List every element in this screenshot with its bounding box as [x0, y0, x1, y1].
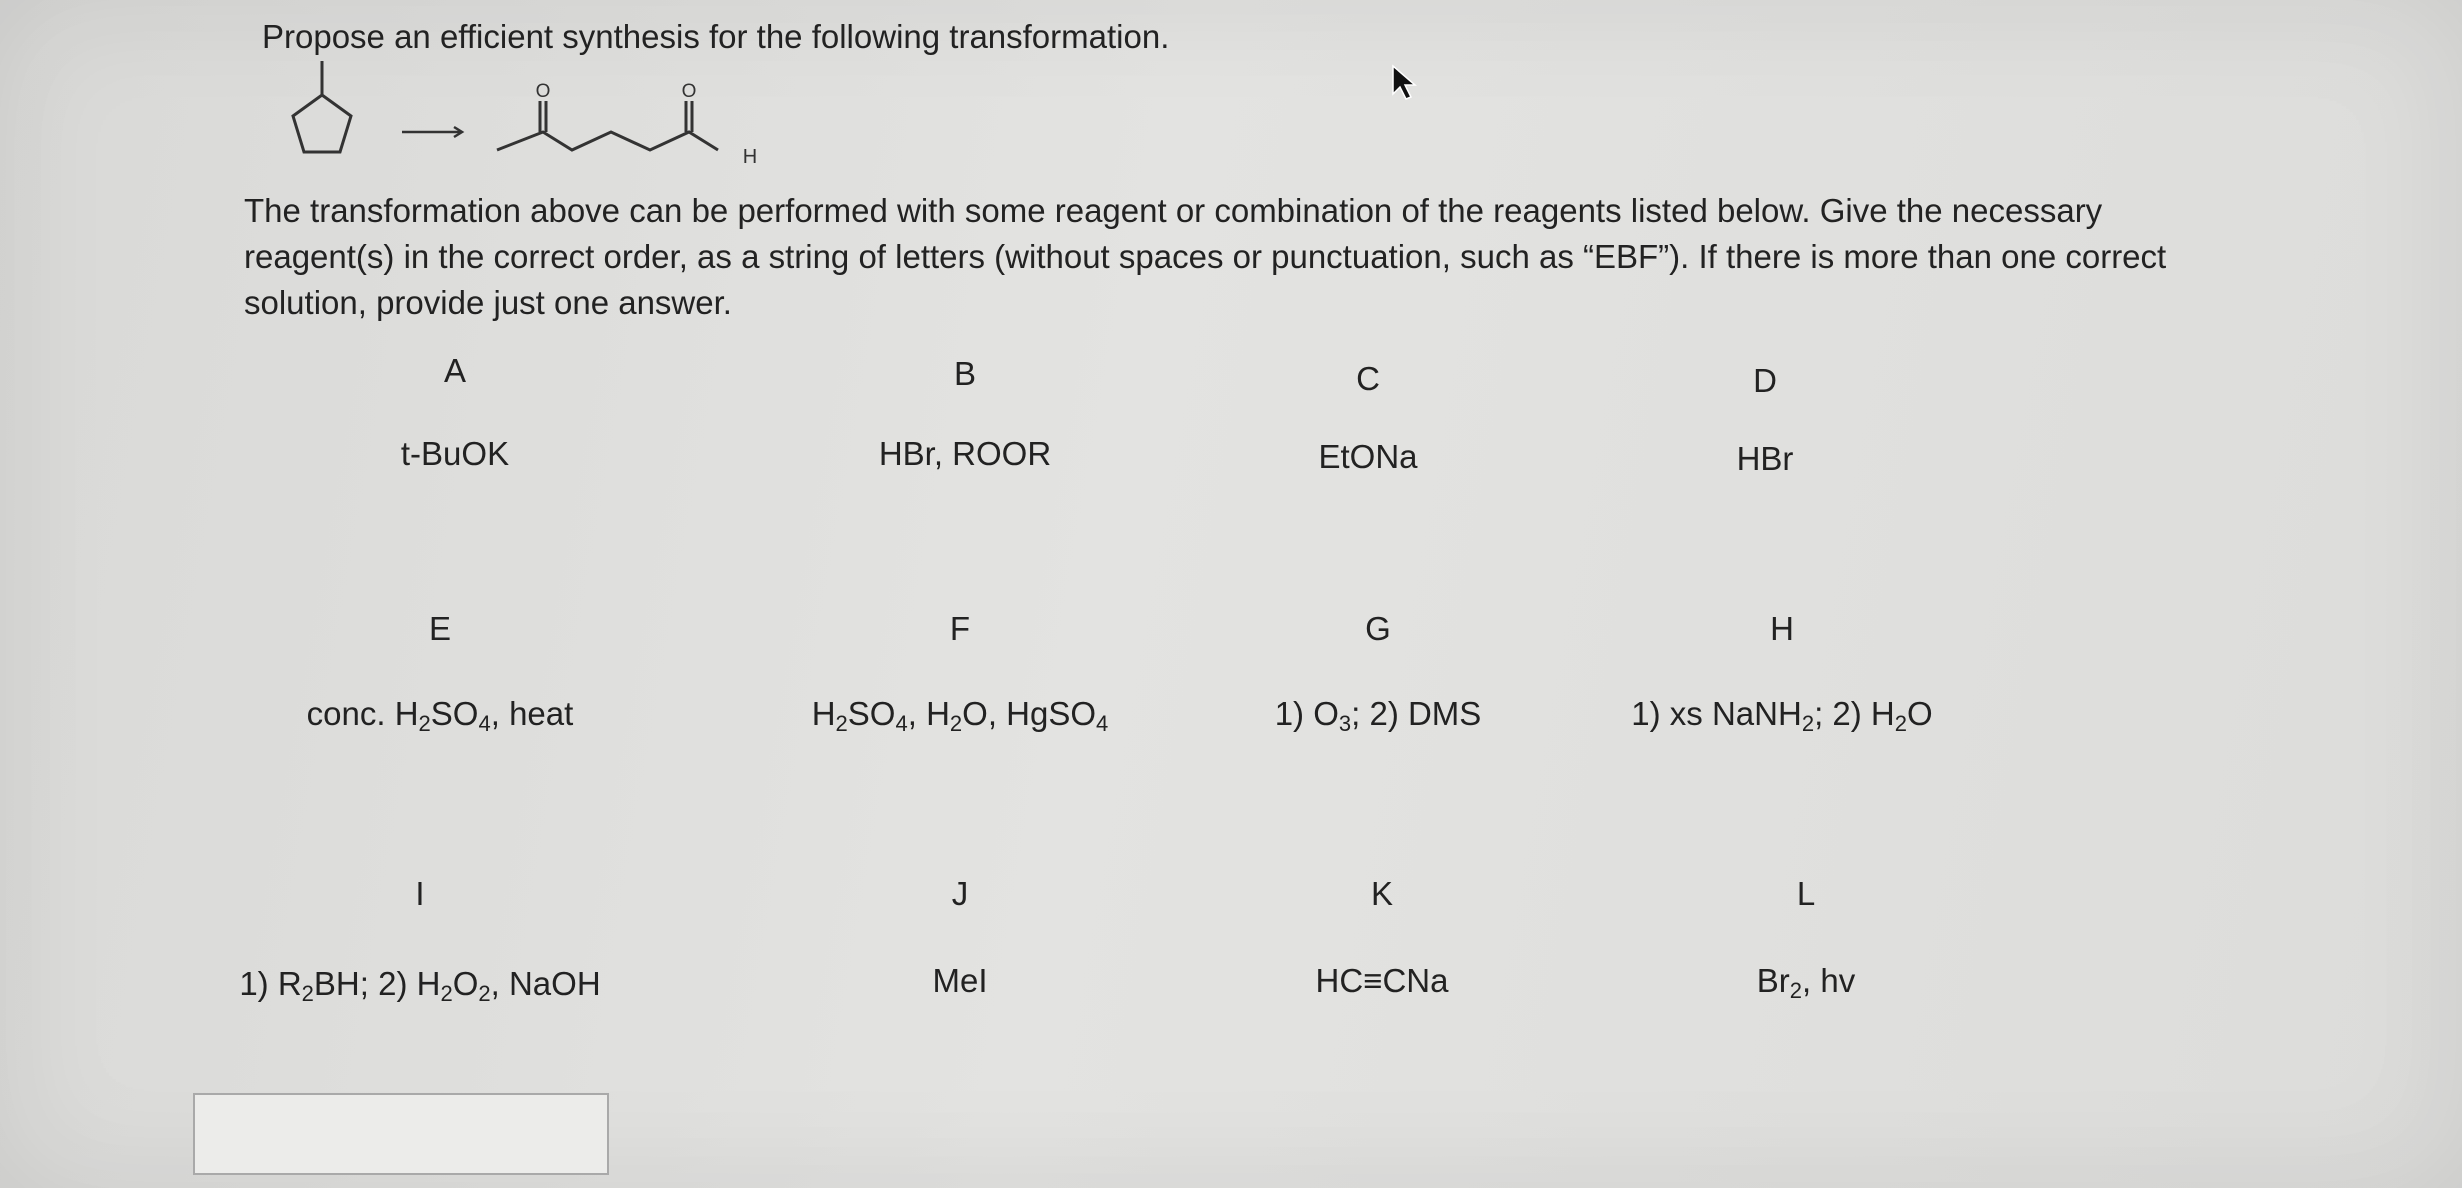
reagent-text-part: 1) O — [1274, 695, 1339, 732]
reagent-letter-f: F — [949, 610, 971, 647]
reagent-letter-d: D — [1753, 362, 1777, 399]
reagent-letter-b: B — [953, 355, 976, 392]
reagent-subscript: 2 — [301, 981, 314, 1006]
mouse-pointer-icon — [1390, 64, 1418, 102]
reagent-text-d — [1515, 440, 2015, 478]
reagent-text-part: MeI — [932, 962, 988, 999]
reagent-subscript: 2 — [1801, 711, 1815, 736]
reagent-text-h — [1532, 695, 2032, 737]
reagent-subscript: 2 — [949, 711, 963, 736]
reagent-text-part: 1) xs NaNH — [1631, 695, 1802, 732]
reaction-arrow — [402, 127, 462, 137]
reagent-text-part: 1) R — [239, 965, 302, 1002]
product-aldehyde-hydrogen-label: H — [742, 146, 758, 168]
reactant-methylcyclopentane — [293, 61, 351, 152]
reagent-subscript: 2 — [835, 711, 848, 736]
reagent-text-part: Br — [1756, 962, 1790, 999]
reagent-text-part: O, HgSO — [962, 695, 1097, 732]
reaction-scheme — [250, 55, 810, 185]
reagent-letter-e: E — [428, 610, 451, 647]
reagent-letter-k: K — [1370, 875, 1393, 912]
reagent-text-part: EtONa — [1318, 438, 1418, 475]
reagent-text-part: ; 2) H — [1814, 695, 1895, 732]
reagent-text-e — [190, 695, 690, 737]
reagent-text-part: O — [452, 965, 479, 1002]
reagent-text-part: HBr, ROOR — [878, 435, 1052, 472]
reagent-subscript: 3 — [1338, 711, 1352, 736]
instructions-text: The transformation above can be performed with some reagent or combination of the reagents listed below. Give the necessary reagent(s) in the correct order, as a string of letters (without spaces or punctuation, such as “EBF”). If there is more than one correct solution, provide just one answer. — [244, 192, 2167, 321]
reagent-subscript: 2 — [478, 981, 491, 1006]
reagent-text-i — [170, 965, 670, 1007]
reagent-subscript: 4 — [895, 711, 908, 736]
reagent-letter-i: I — [415, 875, 425, 912]
reagent-text-part: HC≡CNa — [1315, 962, 1449, 999]
reagent-text-part: ; 2) DMS — [1351, 695, 1482, 732]
product-ketone-oxygen-label: O — [535, 81, 551, 102]
reagent-subscript: 4 — [478, 711, 491, 736]
reagent-text-part: , H — [907, 695, 950, 732]
answer-input[interactable] — [193, 1093, 609, 1175]
reagent-text-part: BH; 2) H — [313, 965, 441, 1002]
reagent-text-part: t-BuOK — [400, 435, 510, 472]
reagent-text-part: SO — [430, 695, 479, 732]
reagent-text-part: conc. H — [306, 695, 419, 732]
reagent-text-part: SO — [847, 695, 896, 732]
reagent-letter-c: C — [1356, 360, 1380, 397]
reagent-subscript: 2 — [1789, 978, 1803, 1003]
reagent-letter-j: J — [951, 875, 969, 912]
reagent-text-part: HBr — [1736, 440, 1794, 477]
product-aldehyde-oxygen-label: O — [681, 81, 697, 102]
reagent-text-part: , NaOH — [490, 965, 601, 1002]
reagent-subscript: 2 — [440, 981, 453, 1006]
question-title: Propose an efficient synthesis for the following transformation. — [262, 18, 1170, 55]
reagent-subscript: 2 — [418, 711, 431, 736]
reagent-letter-a: A — [443, 352, 466, 389]
reagent-text-a — [205, 435, 705, 473]
reagent-letter-l: L — [1796, 875, 1816, 912]
product-ketoaldehyde — [497, 101, 718, 150]
reagent-letter-h: H — [1770, 610, 1794, 647]
reagent-text-l — [1556, 962, 2056, 1004]
reagent-text-part: , hv — [1802, 962, 1856, 999]
reagent-text-part: O — [1907, 695, 1933, 732]
reagent-subscript: 2 — [1894, 711, 1908, 736]
reagent-letter-g: G — [1365, 610, 1391, 647]
reagent-subscript: 4 — [1096, 711, 1109, 736]
reagent-text-part: , heat — [490, 695, 574, 732]
reagent-text-part: H — [811, 695, 836, 732]
